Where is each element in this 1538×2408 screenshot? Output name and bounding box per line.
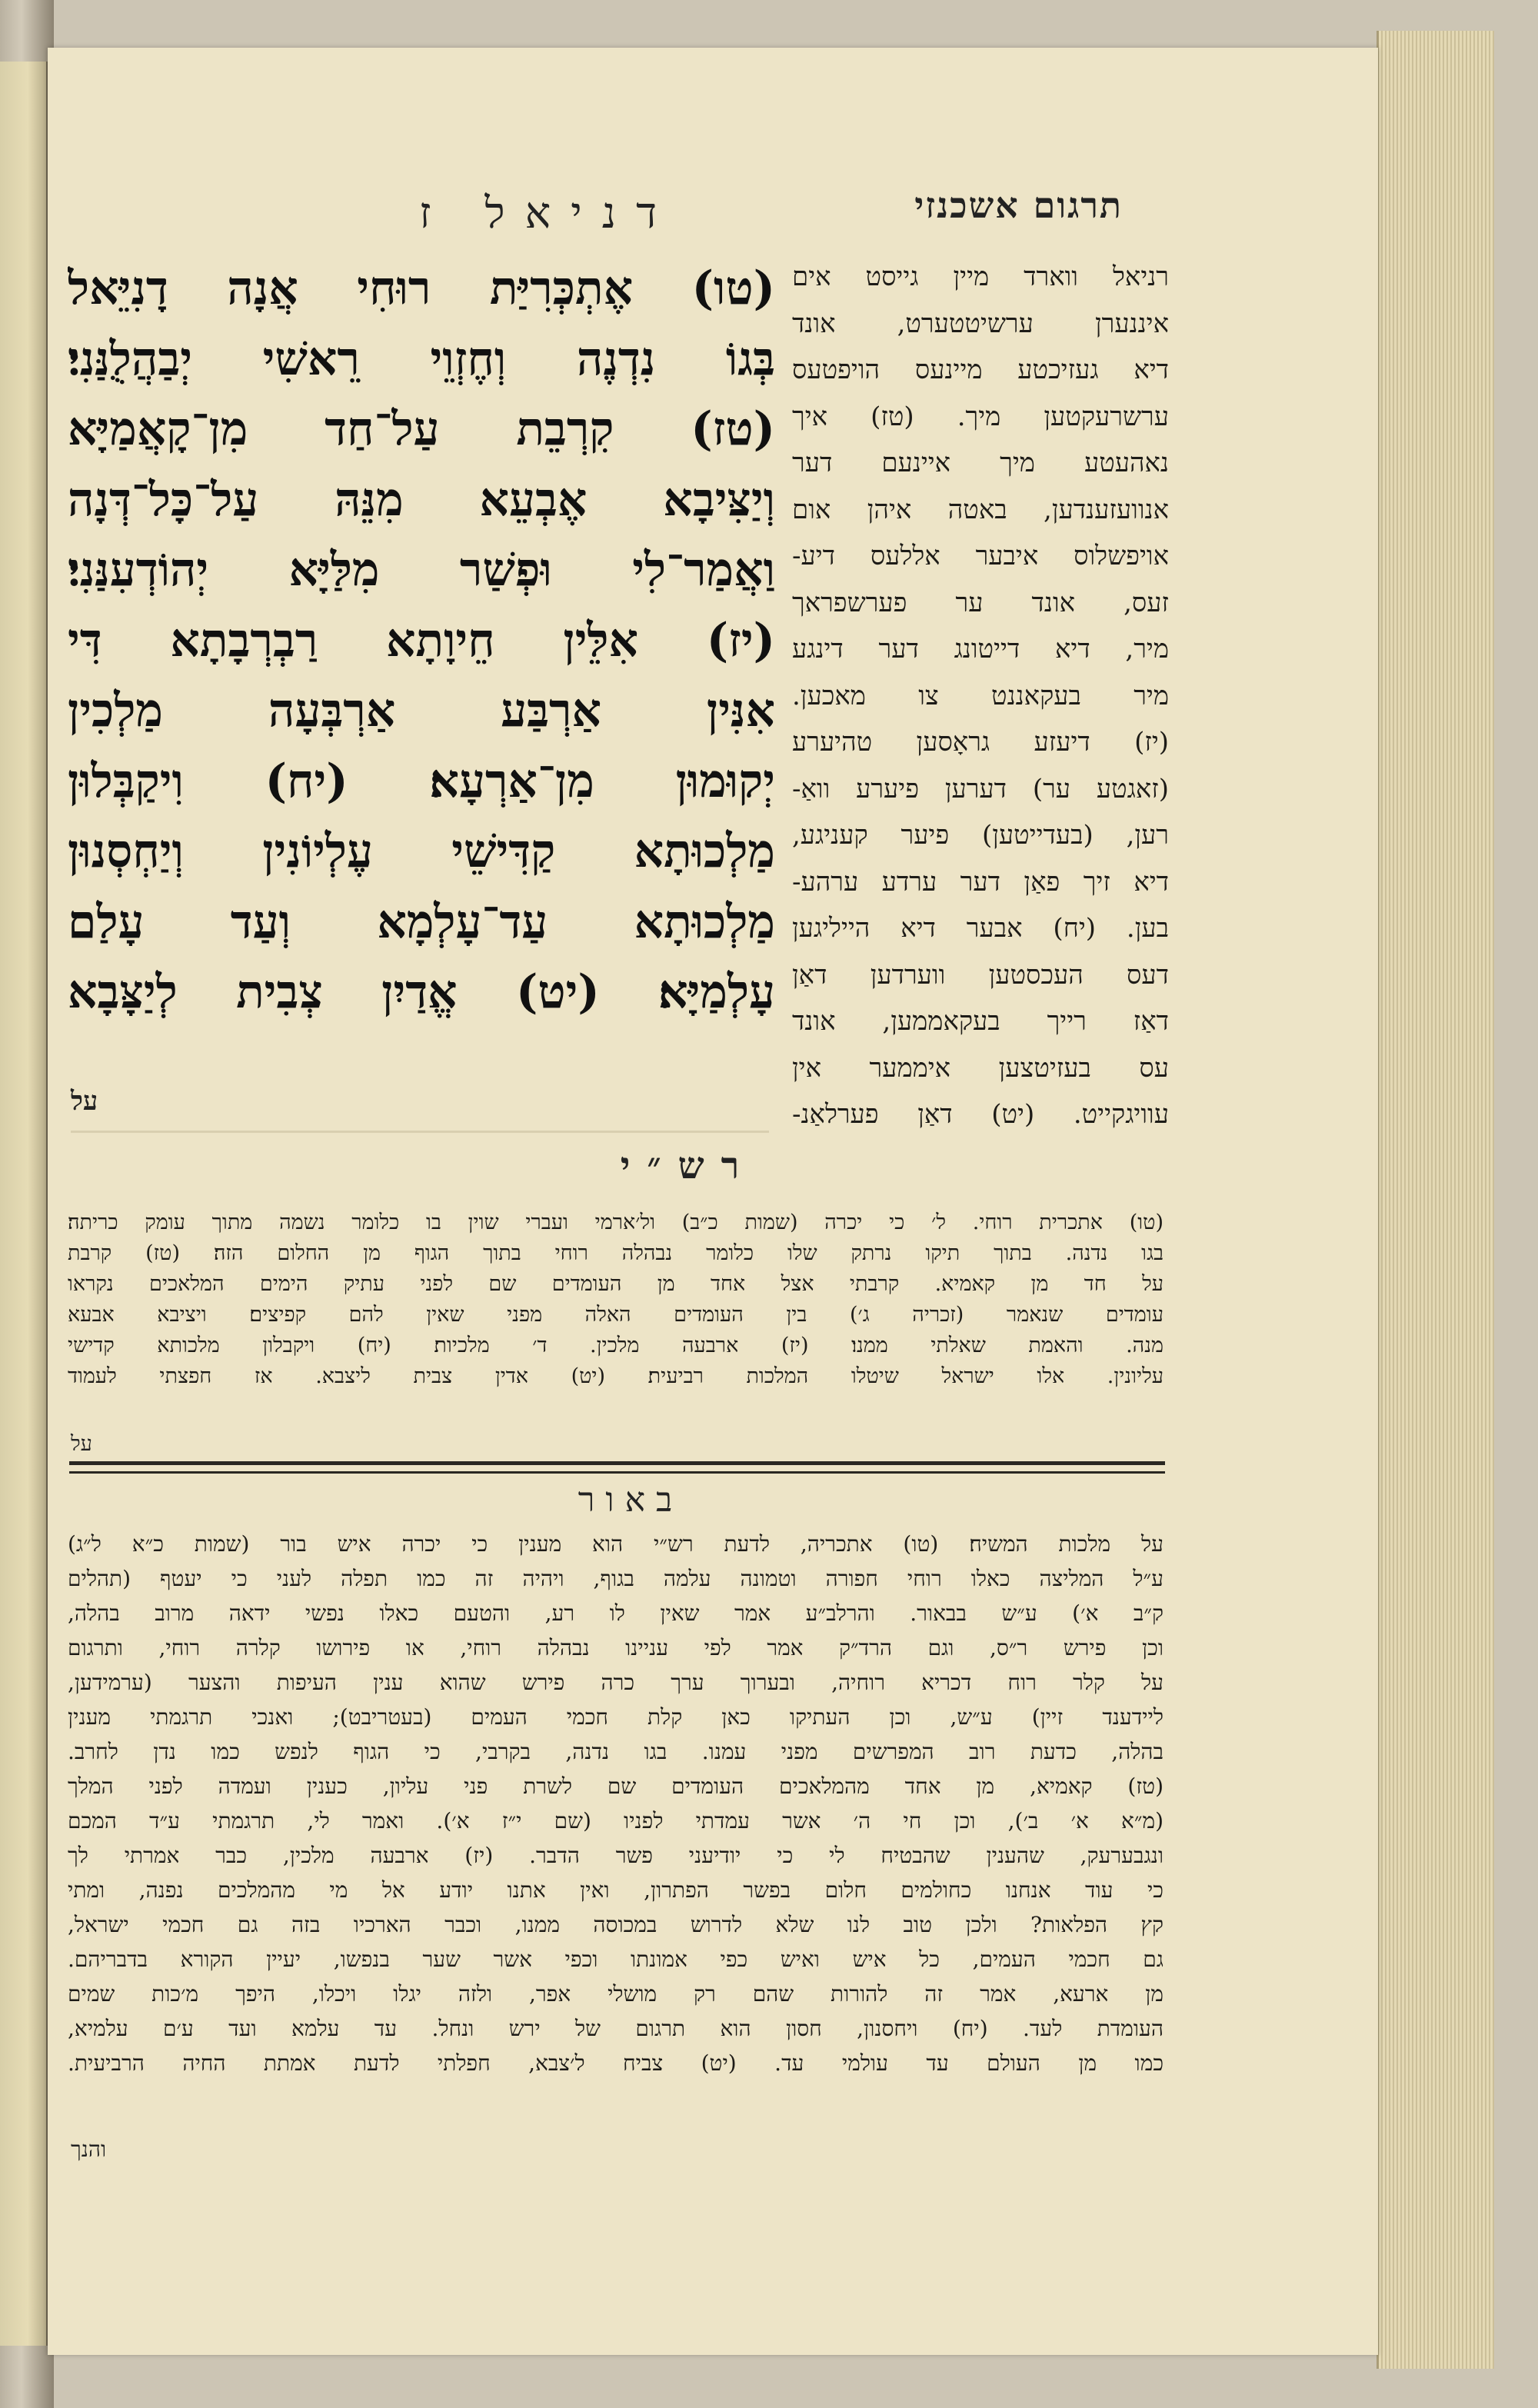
biur-line: וכן פירש ר״ס, וגם הרד״ק אמר לפי עניינו נבהלה רוחי, או פירושו קלרה רוחי, ותרגום bbox=[68, 1635, 1163, 1660]
biur-line: על מלכות המשיח׃ (טו) אתכריה, לדעת רש״י הוא מענין כי יכרה איש בור (שמות כ״א ל״ג) bbox=[68, 1531, 1163, 1557]
targum-line: מיר בעקאננט צו מאכען. bbox=[792, 680, 1169, 711]
bible-line: וַאֲמַר־לִי וּפְשַׁר מִלַּיָּא יְהוֹדְעִנַּנִי׃ bbox=[68, 543, 775, 597]
targum-line: אויפשלוס איבער אללעס דיע- bbox=[792, 541, 1169, 571]
rashi-line: על חד מן קאמיא. קרבתי אצל אחד מן העומדים שם לפני עתיק הימים המלאכים נקראו bbox=[68, 1272, 1163, 1296]
bible-line: (יז) אִלֵּין חֵיוָתָא רַבְרְבָתָא דִּי bbox=[68, 613, 775, 668]
section-rule bbox=[69, 1471, 1165, 1474]
targum-line: דיא געזיכטע מיינעס הויפטעס bbox=[792, 355, 1169, 385]
targum-line: עוויגקייט. (יט) דאַן פערלאַנ- bbox=[792, 1099, 1169, 1130]
rashi-line: עליונין. אלו ישראל שיטלו המלכות רביעית׃ (יט) אדין צבית ליצבא. אז חפצתי לעמוד bbox=[68, 1364, 1163, 1388]
targum-line: דיא זיך פאַן דער ערדע ערהע- bbox=[792, 866, 1169, 898]
targum-line: זעס, אונד ער פערשפראך bbox=[792, 587, 1169, 618]
facing-page-edge bbox=[0, 62, 48, 2346]
targum-line: רניאל ווארד מיין גייסט אים bbox=[792, 261, 1169, 292]
rashi-line: (טו) אתכרית רוחי. ל׳ כי יכרה (שמות כ״ב) ול׳ארמי ועברי שוין בו כלומר נשמה מתוך עומק כריתה׃ bbox=[68, 1211, 1163, 1234]
bible-line: בְּגוֹ נִדְנֶה וְחֶזְוֵי רֵאשִׁי יְבַהֲלֻנַּנִי׃ bbox=[68, 331, 775, 386]
catchword-biur: והנך bbox=[71, 2137, 107, 2162]
rashi-header: רש״י bbox=[620, 1144, 757, 1187]
targum-line: נאהעטע מיך איינעם דער bbox=[792, 448, 1169, 478]
targum-line: דעס העכסטען ווערדען דאַן bbox=[792, 959, 1169, 991]
targum-line: דאַז רייך בעקאממען, אונד bbox=[792, 1006, 1169, 1037]
bible-line: יְקוּמוּן מִן־אַרְעָא׃ (יח) וִיקַבְּלוּן bbox=[68, 754, 775, 808]
targum-line: רען, (בעדייטען) פיער קעניגע, bbox=[792, 820, 1169, 851]
bible-line: (טז) קִרְבֵת עַל־חַד מִן־קָאֲמַיָּא bbox=[68, 402, 775, 456]
biur-line: מן ארעא, אמר זה להורות שהם רק מושלי אפר, ולזה יגלו ויכלו, היפך מ׳כות שמים bbox=[68, 1981, 1163, 2007]
targum-column bbox=[792, 254, 1169, 1146]
biur-line: ק״ב א׳) ע״ש בבאור. והרלב״ע אמר שאין לו רע, והטעם כאלו נפשי ידאה מרוב בהלה, bbox=[68, 1600, 1163, 1626]
bible-line: (טו) אֶתְכְּרִיַּת רוּחִי אֲנָה דָנִיֵּאל bbox=[68, 261, 775, 315]
rashi-line: מנה. והאמת שאלתי ממנו׃ (יז) ארבעה מלכין. ד׳ מלכיות׃ (יח) ויקבלון מלכותא קדישי bbox=[68, 1334, 1163, 1357]
targum-line: (זאגטע ער) דערען פיערע וואַ- bbox=[792, 773, 1169, 804]
chapter-header: דניאל ז bbox=[418, 188, 677, 238]
targum-line: עס בעזיטצען איממער אין bbox=[792, 1052, 1169, 1084]
biur-line: על קלר רוח דכריא רוחיה, ובערוך ערך כרה פירש שהוא ענין העיפות והצער (ערמידען, bbox=[68, 1670, 1163, 1695]
targum-line: בען. (יח) אבער דיא הייליגען bbox=[792, 913, 1169, 944]
bible-line: מַלְכוּתָא עַד־עָלְמָא וְעַד עָלַם bbox=[68, 894, 775, 949]
page-stack-edge bbox=[1377, 31, 1494, 2369]
targum-line: אנוועזענדען, באטה איהן אום bbox=[792, 494, 1169, 525]
bible-line: מַלְכוּתָא קַדִּישֵׁי עֶלְיוֹנִין וְיַחְסְנוּן bbox=[68, 824, 775, 878]
targum-line: (יז) דיעזע גראָסען טהיערע bbox=[792, 727, 1169, 758]
targum-line: איננערן ערשיטטערט, אונד bbox=[792, 308, 1169, 339]
biur-line: העומדת לעד. (יח) ויחסנון, חסון הוא תרגום של ירש ונחל. עד עלמא ועד ע׳ם עלמיא, bbox=[68, 2016, 1163, 2041]
targum-line: ערשרעקטען מיך. (טז) איך bbox=[792, 401, 1169, 432]
rashi-line: בגו נדנה. בתוך תיקו נרתק שלו כלומר נבהלה רוחי בתוך הגוף מן החלום הזה׃ (טז) קרבת bbox=[68, 1241, 1163, 1265]
faint-divider bbox=[71, 1131, 769, 1133]
bible-line: אִנִּין אַרְבַּע אַרְבְּעָה מַלְכִין bbox=[68, 684, 775, 738]
section-rule bbox=[69, 1461, 1165, 1465]
rashi-commentary bbox=[68, 1207, 1163, 1446]
biur-line: ונגבערעק, שהענין שהבטיח לי כי יודיעני פשר הדבר. (יז) ארבעה מלכין, כבר אמרתי לך bbox=[68, 1843, 1163, 1868]
catchword-bible: על bbox=[71, 1086, 98, 1117]
bible-text-column bbox=[68, 254, 775, 1084]
targum-line: מיר, דיא דייטונג דער דינגע bbox=[792, 634, 1169, 664]
rashi-line: עומדים שנאמר (זכריה ג׳) בין העומדים האלה מפני שאין להם קפיצים׃ ויציבא אבעא bbox=[68, 1303, 1163, 1327]
biur-line: גם חכמי העמים, כל איש ואיש כפי אמונתו וכפי אשר שער בנפשו, יעיין הקורא בדבריהם. bbox=[68, 1947, 1163, 1972]
biur-line: ע״ל המליצה כאלו רוחי חפורה וטמונה עלמה בגוף, ויהיה זה כמו תפלה לעני כי יעטף (תהלים bbox=[68, 1566, 1163, 1591]
biur-line: ליידענד זיין) ע״ש, וכן העתיקו כאן קלת חכמי העמים (בעטריבט); ואנכי תרגמתי מענין bbox=[68, 1704, 1163, 1730]
biur-line: כמו מן העולם עד עולמי עד. (יט) צביח ל׳צבא, חפלתי לדעת אמתת החיה הרביעית. bbox=[68, 2050, 1163, 2076]
biur-line: בהלה, כדעת רוב המפרשים מפני עמנו. בגו נדנה, בקרבי, כי הגוף לנפש כמו נדן לחרב. bbox=[68, 1739, 1163, 1764]
biur-line: קץ הפלאות? ולכן טוב לנו שלא לדרוש במכוסה ממנו, וכבר הארכיו בזה גם חכמי ישראל, bbox=[68, 1912, 1163, 1937]
bible-line: עָלְמַיָּא׃ (יט) אֱדַיִן צְבִית לְיַצָּבָא bbox=[68, 965, 775, 1019]
biur-line: (טז) קאמיא, מן אחד מהמלאכים העומדים שם לשרת פני עליון, כענין ועמדה לפני המלך bbox=[68, 1774, 1163, 1799]
biur-commentary bbox=[68, 1527, 1163, 2134]
catchword-rashi: על bbox=[71, 1432, 92, 1456]
biur-header: באור bbox=[578, 1480, 684, 1520]
targum-header: תרגום אשכנזי bbox=[914, 185, 1123, 226]
biur-line: (מ״א א׳ ב׳), וכן חי ה׳ אשר עמדתי לפניו (שם י״ז א׳). ואמר לי, תרגמתי ע״ד המכם bbox=[68, 1808, 1163, 1833]
biur-line: כי עוד אנחנו כחולמים חלום בפשר הפתרון, ואין אתנו יודע אל מי מהמלכים נפנה, ומתי bbox=[68, 1877, 1163, 1903]
bible-line: וְיַצִּיבָא אֶבְעֵא מִנֵּהּ עַל־כָּל־דְּנָה bbox=[68, 472, 775, 527]
